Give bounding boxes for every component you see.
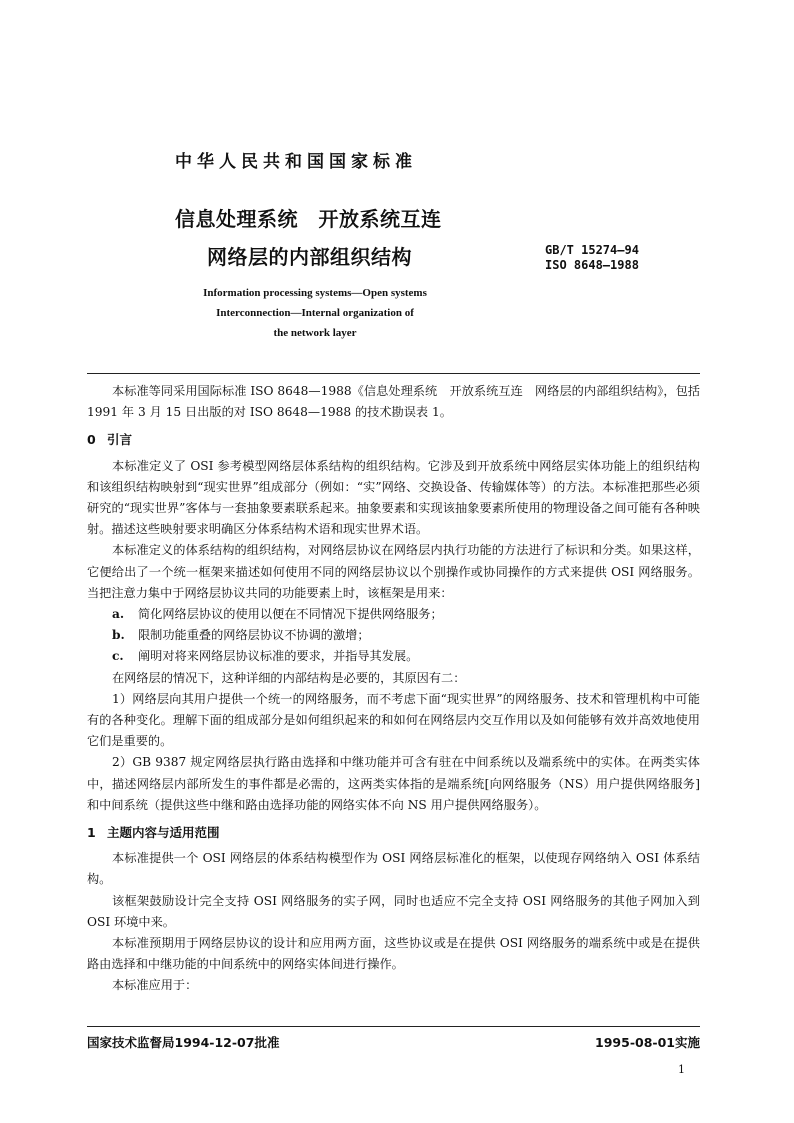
document-title-line-1: 信息处理系统 开放系统互连 <box>175 207 442 231</box>
english-title <box>140 283 490 343</box>
standard-numbers <box>545 243 639 273</box>
list-item <box>87 646 700 667</box>
english-title-line: the network layer <box>273 327 357 339</box>
paragraph: 本标准定义的体系结构的组织结构，对网络层协议在网络层内执行功能的方法进行了标识和分类。如果这样，它便给出了一个统一框架来描述如何使用不同的网络层协议以个别操作或协同操作的方式来提供 OSI 网络服务。当把注意力集中于网络层协议共同的功能要素上时，该框架是用来： <box>87 543 700 600</box>
issuing-organization: 中华人民共和国国家标准 <box>175 152 417 172</box>
paragraph: 本标准应用于： <box>112 978 198 993</box>
paragraph: 本标准预期用于网络层协议的设计和应用两方面，这些协议或是在提供 OSI 网络服务的端系统中或是在提供路由选择和中继功能的中间系统中的网络实体间进行操作。 <box>87 936 700 972</box>
preface-paragraph: 本标准等同采用国际标准 ISO 8648—1988《信息处理系统 开放系统互连 网络层的内部组织结构》，包括 1991 年 3 月 15 日出版的对 ISO 8648—1988 的技术勘误表 1。 <box>87 384 700 420</box>
section-title: 引言 <box>107 432 133 448</box>
document-body <box>87 381 700 997</box>
gb-standard-number: GB/T 15274—94 <box>545 243 639 257</box>
paragraph: 该框架鼓励设计完全支持 OSI 网络服务的实子网，同时也适应不完全支持 OSI 网络服务的其他子网加入到 OSI 环境中来。 <box>87 893 700 929</box>
section-number: 0 <box>87 432 96 448</box>
document-title-line-2: 网络层的内部组织结构 <box>207 245 412 269</box>
list-item <box>87 604 700 625</box>
paragraph: 本标准定义了 OSI 参考模型网络层体系结构的组织结构。它涉及到开放系统中网络层实体功能上的组织结构和该组织结构映射到“现实世界”组成部分（例如：“实”网络、交换设备、传输媒体等）的方法。本标准把那些必须研究的“现实世界”客体与一套抽象要素联系起来。抽象要素和实现该抽象要素所使用的物理设备之间可能有各种映射。描述这些映射要求明确区分体系结构术语和现实世界术语。 <box>87 458 700 537</box>
paragraph: 本标准提供一个 OSI 网络层的体系结构模型作为 OSI 网络层标准化的框架，以使现存网络纳入 OSI 体系结构。 <box>87 851 700 887</box>
section-title: 主题内容与适用范围 <box>107 825 220 841</box>
list-item-text: 简化网络层协议的使用以便在不同情况下提供网络服务； <box>138 607 443 622</box>
list-item-text: 限制功能重叠的网络层协议不协调的激增； <box>138 628 370 643</box>
implementation-date: 1995-08-01实施 <box>595 1035 700 1050</box>
section-number: 1 <box>87 825 96 841</box>
paragraph: 在网络层的情况下，这种详细的内部结构是必要的，其原因有二： <box>112 670 466 685</box>
page-number: 1 <box>678 1063 685 1076</box>
list-item-label: b. <box>112 628 125 643</box>
iso-standard-number: ISO 8648—1988 <box>545 258 639 272</box>
section-0-heading <box>87 429 700 450</box>
list-item-text: 阐明对将来网络层协议标准的要求，并指导其发展。 <box>138 649 419 664</box>
approval-date: 国家技术监督局1994-12-07批准 <box>87 1035 280 1050</box>
list-item <box>87 625 700 646</box>
english-title-line: Interconnection—Internal organization of <box>216 307 414 319</box>
english-title-line: Information processing systems—Open systems <box>203 287 427 299</box>
list-item-label: c. <box>112 649 124 664</box>
list-item-label: a. <box>112 607 125 622</box>
section-1-heading <box>87 822 700 843</box>
header-divider <box>87 373 700 374</box>
paragraph: 1）网络层向其用户提供一个统一的网络服务，而不考虑下面“现实世界”的网络服务、技术和管理机构中可能有的各种变化。理解下面的组成部分是如何组织起来的和如何在网络层内交互作用以及如何能够有效并高效地使用它们是重要的。 <box>87 691 700 749</box>
footer-divider <box>87 1026 700 1027</box>
paragraph: 2）GB 9387 规定网络层执行路由选择和中继功能并可含有驻在中间系统以及端系统中的实体。在两类实体中，描述网络层内部所发生的事件都是必需的，这两类实体指的是端系统[向网络服务（NS）用户提供网络服务]和中间系统（提供这些中继和路由选择功能的网络实体不向 NS 用户提供网络服务）。 <box>87 755 700 812</box>
